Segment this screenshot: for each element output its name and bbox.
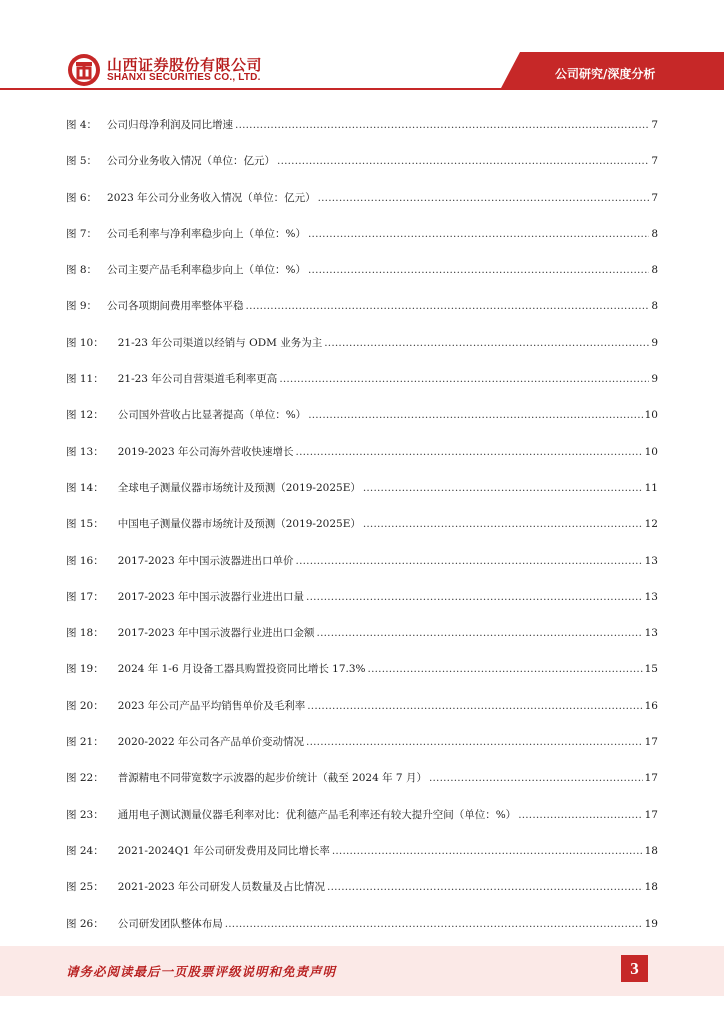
figure-number: 图 8： xyxy=(66,264,98,277)
figure-title: 普源精电不同带宽数字示波器的起步价统计（截至 2024 年 7 月） xyxy=(117,772,427,785)
dot-leader xyxy=(296,445,643,459)
figure-title: 2021-2024Q1 年公司研发费用及同比增长率 xyxy=(117,844,330,857)
dot-leader xyxy=(324,336,649,350)
figure-page-number: 8 xyxy=(651,300,658,313)
figure-number: 图 15： xyxy=(66,518,104,531)
figure-page-number: 18 xyxy=(644,844,658,857)
toc-entry[interactable] xyxy=(66,481,658,517)
dot-leader xyxy=(318,191,650,205)
figure-page-number: 13 xyxy=(644,554,658,567)
figure-page-number: 16 xyxy=(644,699,658,712)
figure-page-number: 17 xyxy=(644,772,658,785)
figure-title: 2023 年公司产品平均销售单价及毛利率 xyxy=(117,699,306,712)
figure-number: 图 22： xyxy=(66,772,104,785)
figure-title: 公司国外营收占比显著提高（单位：%） xyxy=(117,409,307,422)
toc-entry[interactable] xyxy=(66,662,658,698)
dot-leader xyxy=(308,408,642,422)
company-name-en: SHANXI SECURITIES CO., LTD. xyxy=(107,72,261,83)
toc-entry[interactable] xyxy=(66,626,658,662)
figure-page-number: 7 xyxy=(651,119,658,131)
figure-title: 21-23 年公司渠道以经销与 ODM 业务为主 xyxy=(117,336,323,349)
dot-leader xyxy=(246,299,650,313)
figure-title: 公司研发团队整体布局 xyxy=(117,917,223,930)
dot-leader xyxy=(368,662,643,676)
figure-number: 图 5： xyxy=(66,155,98,168)
figure-page-number: 15 xyxy=(644,663,658,676)
figure-page-number: 7 xyxy=(651,155,658,168)
dot-leader xyxy=(306,590,643,604)
figure-number: 图 4： xyxy=(66,119,98,131)
figure-list xyxy=(66,118,658,953)
figure-title: 21-23 年公司自营渠道毛利率更高 xyxy=(117,373,278,386)
figure-title: 2020-2022 年公司各产品单价变动情况 xyxy=(117,736,305,749)
figure-title: 2023 年公司分业务收入情况（单位：亿元） xyxy=(107,191,316,204)
toc-entry[interactable] xyxy=(66,336,658,372)
toc-entry[interactable] xyxy=(66,299,658,335)
toc-entry[interactable] xyxy=(66,771,658,807)
figure-number: 图 19： xyxy=(66,663,104,676)
figure-number: 图 21： xyxy=(66,736,104,749)
dot-leader xyxy=(363,517,643,531)
figure-title: 2024 年 1-6 月设备工器具购置投资同比增长 17.3% xyxy=(117,663,366,676)
figure-title: 2017-2023 年中国示波器行业进出口金额 xyxy=(117,627,315,640)
figure-number: 图 14： xyxy=(66,481,104,494)
figure-page-number: 11 xyxy=(644,481,658,494)
figure-number: 图 20： xyxy=(66,699,104,712)
figure-page-number: 18 xyxy=(644,881,658,894)
company-name-cn: 山西证券股份有限公司 xyxy=(107,56,263,74)
figure-page-number: 8 xyxy=(651,264,658,277)
figure-number: 图 23： xyxy=(66,808,104,821)
figure-number: 图 10： xyxy=(66,336,104,349)
figure-title: 全球电子测量仪器市场统计及预测（2019-2025E） xyxy=(117,481,361,494)
company-logo-icon xyxy=(67,53,101,87)
figure-page-number: 17 xyxy=(644,736,658,749)
figure-title: 通用电子测试测量仪器毛利率对比：优利德产品毛利率还有较大提升空间（单位：%） xyxy=(117,808,517,821)
figure-page-number: 10 xyxy=(644,445,658,458)
figure-page-number: 12 xyxy=(644,518,658,531)
dot-leader xyxy=(279,372,649,386)
figure-number: 图 9： xyxy=(66,300,98,313)
dot-leader xyxy=(277,154,649,168)
figure-number: 图 17： xyxy=(66,590,104,603)
figure-number: 图 11： xyxy=(66,373,104,386)
toc-entry[interactable] xyxy=(66,372,658,408)
header-banner xyxy=(0,0,724,100)
figure-number: 图 24： xyxy=(66,844,104,857)
toc-entry[interactable] xyxy=(66,154,658,190)
toc-entry[interactable] xyxy=(66,118,658,154)
dot-leader xyxy=(235,118,649,132)
dot-leader xyxy=(307,699,642,713)
figure-page-number: 7 xyxy=(651,191,658,204)
figure-number: 图 6： xyxy=(66,191,98,204)
dot-leader xyxy=(225,917,643,931)
dot-leader xyxy=(327,880,643,894)
dot-leader xyxy=(518,808,642,822)
dot-leader xyxy=(308,263,649,277)
figure-title: 2021-2023 年公司研发人员数量及占比情况 xyxy=(117,881,326,894)
figure-page-number: 13 xyxy=(644,590,658,603)
figure-page-number: 19 xyxy=(644,917,658,930)
figure-title: 2017-2023 年中国示波器行业进出口量 xyxy=(117,590,305,603)
toc-entry[interactable] xyxy=(66,590,658,626)
figure-title: 公司分业务收入情况（单位：亿元） xyxy=(107,155,276,168)
figure-title: 2019-2023 年公司海外营收快速增长 xyxy=(117,445,294,458)
report-category: 公司研究/深度分析 xyxy=(555,67,656,81)
toc-entry[interactable] xyxy=(66,808,658,844)
dot-leader xyxy=(317,626,643,640)
dot-leader xyxy=(363,481,643,495)
dot-leader xyxy=(308,227,649,241)
figure-number: 图 12： xyxy=(66,409,104,422)
toc-entry[interactable] xyxy=(66,191,658,227)
dot-leader xyxy=(306,735,643,749)
figure-number: 图 7： xyxy=(66,227,98,240)
toc-entry[interactable] xyxy=(66,735,658,771)
toc-entry[interactable] xyxy=(66,880,658,916)
toc-entry[interactable] xyxy=(66,517,658,553)
figure-page-number: 9 xyxy=(651,373,658,386)
toc-entry[interactable] xyxy=(66,554,658,590)
toc-entry[interactable] xyxy=(66,263,658,299)
figure-number: 图 25： xyxy=(66,881,104,894)
figure-title: 公司毛利率与净利率稳步向上（单位：%） xyxy=(107,227,307,240)
toc-entry[interactable] xyxy=(66,227,658,263)
figure-number: 图 18： xyxy=(66,627,104,640)
disclaimer-text: 请务必阅读最后一页股票评级说明和免责声明 xyxy=(66,964,337,979)
figure-number: 图 26： xyxy=(66,917,104,930)
toc-entry[interactable] xyxy=(66,408,658,444)
figure-page-number: 17 xyxy=(644,808,658,821)
figure-page-number: 8 xyxy=(651,227,658,240)
figure-number: 图 16： xyxy=(66,554,104,567)
figure-page-number: 13 xyxy=(644,627,658,640)
toc-entry[interactable] xyxy=(66,445,658,481)
dot-leader xyxy=(296,554,643,568)
figure-title: 2017-2023 年中国示波器进出口单价 xyxy=(117,554,294,567)
toc-entry[interactable] xyxy=(66,844,658,880)
figure-title: 公司各项期间费用率整体平稳 xyxy=(107,300,244,313)
figure-number: 图 13： xyxy=(66,445,104,458)
figure-title: 公司主要产品毛利率稳步向上（单位：%） xyxy=(107,264,307,277)
page-header xyxy=(0,0,724,100)
figure-title: 中国电子测量仪器市场统计及预测（2019-2025E） xyxy=(117,518,361,531)
figure-title: 公司归母净利润及同比增速 xyxy=(107,119,234,131)
page-number: 3 xyxy=(621,955,648,982)
figure-page-number: 9 xyxy=(651,336,658,349)
dot-leader xyxy=(332,844,643,858)
toc-entry[interactable] xyxy=(66,699,658,735)
dot-leader xyxy=(429,771,643,785)
figure-page-number: 10 xyxy=(644,409,658,422)
